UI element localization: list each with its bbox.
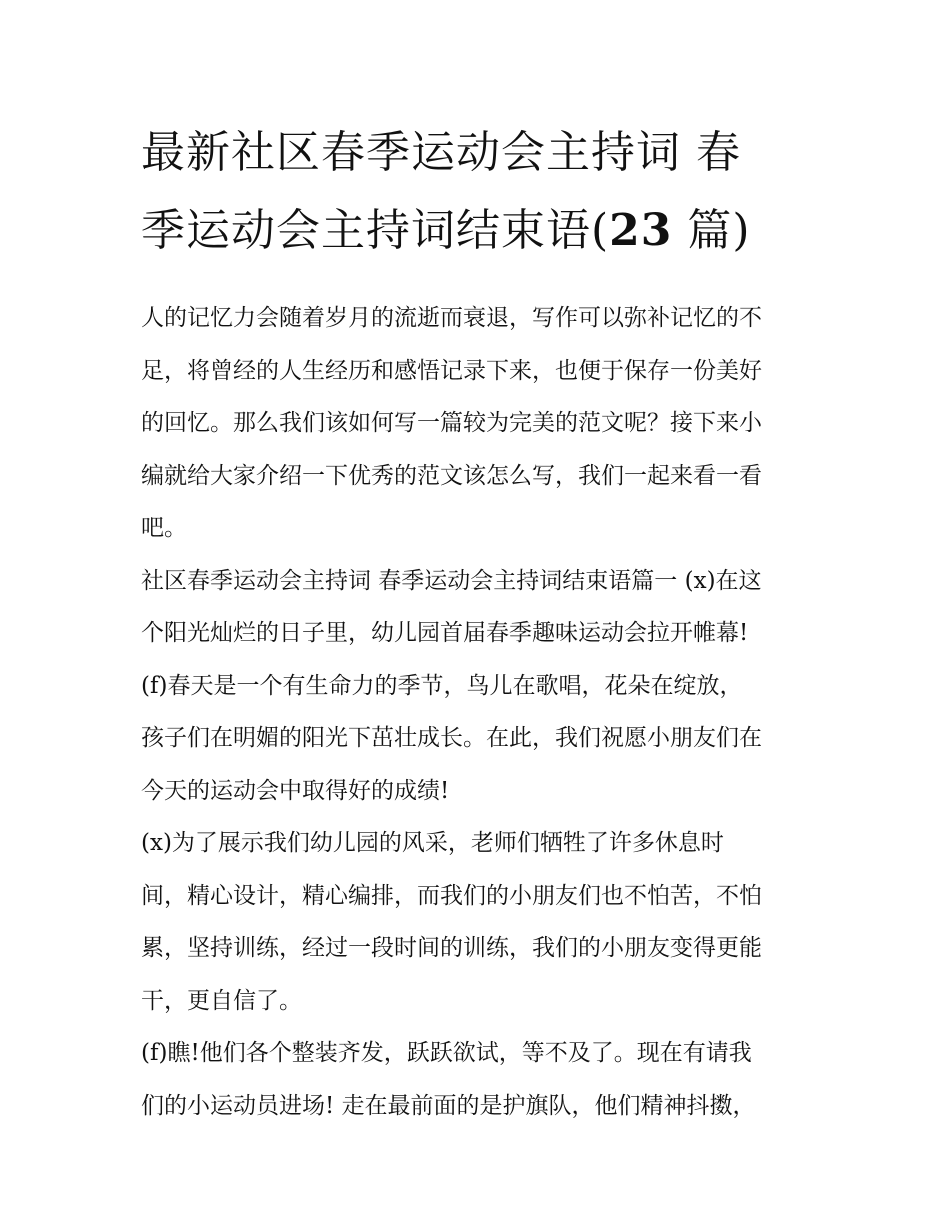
text-line: (f)瞧!他们各个整装齐发，跃跃欲试，等不及了。现在有请我 <box>141 1040 752 1066</box>
text-line: 今天的运动会中取得好的成绩! <box>141 777 450 804</box>
text-line: 的回忆。那么我们该如何写一篇较为完美的范文呢？接下来小 <box>141 410 762 436</box>
text-line: 编就给大家介绍一下优秀的范文该怎么写，我们一起来看一看 <box>141 462 762 489</box>
text-line: 干，更自信了。 <box>141 987 302 1014</box>
text-line: 们的小运动员进场! 走在最前面的是护旗队，他们精神抖擞， <box>141 1092 756 1119</box>
text-line: 孩子们在明媚的阳光下茁壮成长。在此，我们祝愿小朋友们在 <box>141 725 762 751</box>
entrance-paragraph <box>141 1027 813 1132</box>
document-title <box>141 114 813 270</box>
title-count: 23 <box>609 205 673 256</box>
text-line: 间，精心设计，精心编排，而我们的小朋友们也不怕苦，不怕 <box>141 882 762 909</box>
section-one-paragraph <box>141 555 813 660</box>
text-line: (f)春天是一个有生命力的季节，鸟儿在歌唱，花朵在绽放， <box>141 672 743 699</box>
spring-paragraph <box>141 660 813 818</box>
title-line-1: 最新社区春季运动会主持词 春 <box>141 127 741 178</box>
text-line: 人的记忆力会随着岁月的流逝而衰退，写作可以弥补记忆的不 <box>141 305 762 331</box>
text-line: 累，坚持训练，经过一段时间的训练，我们的小朋友变得更能 <box>141 935 762 961</box>
intro-paragraph <box>141 292 813 555</box>
text-line: 吧。 <box>141 515 187 541</box>
text-line: (x)为了展示我们幼儿园的风采，老师们牺牲了许多休息时 <box>141 830 724 856</box>
text-line: 社区春季运动会主持词 春季运动会主持词结束语篇一 (x)在这 <box>141 567 762 594</box>
text-line: 足，将曾经的人生经历和感悟记录下来，也便于保存一份美好 <box>141 357 762 384</box>
text-line: 个阳光灿烂的日子里，幼儿园首届春季趣味运动会拉开帷幕! <box>141 620 749 646</box>
title-line-2-prefix: 季运动会主持词结束语( <box>141 205 610 256</box>
document-content <box>141 114 813 1132</box>
teachers-paragraph <box>141 817 813 1027</box>
title-line-2 <box>141 192 813 270</box>
title-line-2-suffix: 篇) <box>672 205 751 256</box>
